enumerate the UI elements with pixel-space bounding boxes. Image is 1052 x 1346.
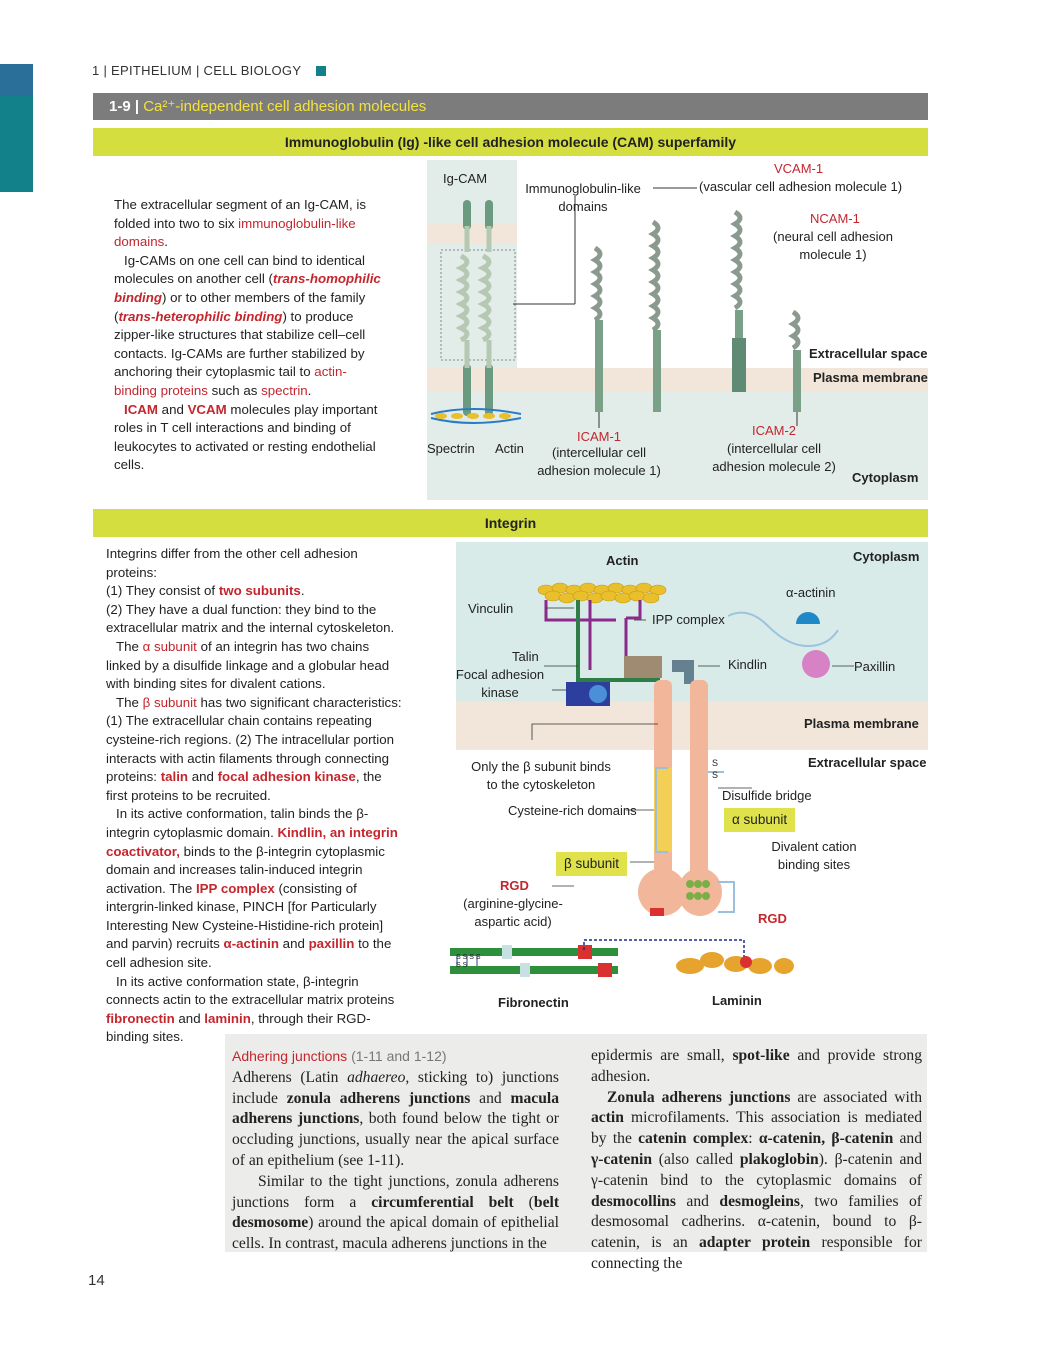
vcam1-label: VCAM-1: [774, 161, 824, 176]
ig-extracellular-label: Extracellular space: [809, 346, 928, 361]
disulfide-bridge-label: Disulfide bridge: [722, 788, 812, 803]
fibronectin-ss-marks: S S S S S S: [456, 954, 481, 969]
icam2-full-label: (intercellular cell adhesion molecule 2): [712, 441, 836, 474]
integrin-para-4: The α subunit of an integrin has two chains linked by a disulfide linkage and a globular head with binding sites for divalent cations.: [106, 638, 390, 692]
integrin-para-3: (2) They have a dual function: they bind to the extracellular matrix and the internal cytoskeleton.: [106, 601, 395, 636]
section-title-bar: [93, 93, 928, 120]
running-head: 1 | EPITHELIUM | CELL BIOLOGY: [92, 63, 302, 78]
vinculin-label: Vinculin: [468, 601, 514, 616]
chapter-tab: [0, 64, 33, 192]
ig-cam-label: Ig-CAM: [442, 171, 488, 186]
alpha-actinin-label: α-actinin: [786, 585, 836, 600]
adhering-para-2: Similar to the tight junctions, zonula adherens junctions form a circumferential belt (belt desmosome) around the apical domain of epithelial cells. In contrast, macula adherens junctions in the: [232, 1172, 560, 1253]
laminin-label: Laminin: [712, 993, 762, 1008]
ig-para-1: The extracellular segment of an Ig-CAM, is folded into two to six immunoglobulin-like domains.: [114, 197, 367, 250]
kindlin-label: Kindlin: [728, 657, 768, 672]
ig-para-2: Ig-CAMs on one cell can bind to identical molecules on another cell (trans-homophilic binding) or to other members of the family (trans-heterophilic binding) to produce zipper-like structures that stabilize cell–cell contacts. Ig-CAMs are further stabilized by anchoring their cytoplasmic tail to actin-binding proteins such as spectrin.: [114, 252, 381, 398]
spectrin-label: Spectrin: [427, 441, 475, 456]
divalent-cation-label: Divalent cation binding sites: [771, 839, 857, 872]
section-title: Ca²⁺-independent cell adhesion molecules: [143, 98, 427, 115]
adhering-para-4: Zonula adherens junctions are associated with actin microfilaments. This association is mediated by the catenin complex: α-catenin, β-catenin and γ-catenin (also called plakoglobin). β-catenin and γ-catenin bind to the cytoplasmic domains of desmocollins and desmogleins, two families of desmosomal cadherins. α-catenin, bound to β-catenin, is an adapter protein responsible for connecting the: [591, 1088, 923, 1272]
header-square-icon: [316, 66, 326, 76]
cysteine-rich-label: Cysteine-rich domains: [508, 803, 637, 818]
vcam1-full-label: (vascular cell adhesion molecule 1): [699, 179, 903, 194]
rgd-label: RGD: [500, 878, 529, 893]
rgd-full-label: (arginine-glycine-aspartic acid): [463, 896, 563, 929]
integrin-para-2: (1) They consist of two subunits.: [106, 583, 305, 599]
adhering-para-1: Adherens (Latin adhaereo, sticking to) junctions include zonula adherens junctions and macula adherens junctions, both found below the tight or occluding junctions, usually near the apical surface of an epithelium (see 1-11).: [232, 1068, 560, 1169]
ig-superfamily-bar: Immunoglobulin (Ig) -like cell adhesion molecule (CAM) superfamily: [93, 128, 928, 156]
icam1-label: ICAM-1: [576, 429, 622, 444]
ig-domains-label: Immunoglobulin-like domains: [525, 181, 641, 214]
adhering-heading: Adhering junctions (1-11 and 1-12): [232, 1048, 447, 1064]
integrin-para-6: In its active conformation, talin binds the β-integrin cytoplasmic domain. Kindlin, an integrin coactivator, binds to the β-integrin cytoplasmic domain and increases talin-induced integrin activation. The IPP complex (consisting of intergrin-linked kinase, PINCH [for Particularly Interesting New Cysteine-Histidine-rich protein] and parvin) recruits α-actinin and paxillin to the cell adhesion site.: [106, 806, 398, 971]
adhering-col-1: [232, 1046, 559, 1255]
integrin-para-5: The β subunit has two significant characteristics: (1) The extracellular chain contains repeating cysteine-rich regions. (2) The intracellular portion interacts with actin filaments through connecting proteins: talin and focal adhesion kinase, the first proteins to be recruited.: [106, 694, 402, 803]
integrin-para-7: In its active conformation state, β-integrin connects actin to the extracellular matrix proteins fibronectin and laminin, through their RGD-binding sites.: [106, 973, 395, 1045]
section-number: 1-9 |: [109, 98, 140, 115]
ipp-complex-label: IPP complex: [652, 612, 725, 627]
fak-label: Focal adhesion kinase: [455, 667, 545, 700]
alpha-subunit-box: α subunit: [724, 808, 795, 832]
ss-mark-2: S: [712, 770, 719, 780]
ss-mark-1: S: [712, 758, 719, 768]
ncam1-full-label: (neural cell adhesion molecule 1): [773, 229, 893, 262]
icam2-label: ICAM-2: [751, 423, 797, 438]
beta-subunit-box: β subunit: [556, 852, 627, 876]
adhering-col-2: [591, 1046, 922, 1275]
ig-para-3: ICAM and VCAM molecules play important roles in T cell interactions and binding of leukocytes to activated or resting endothelial cells.: [114, 401, 378, 473]
integrin-actin-label: Actin: [606, 553, 639, 568]
page-number: 14: [88, 1272, 105, 1289]
talin-label: Talin: [512, 649, 539, 664]
integrin-plasma-membrane-label: Plasma membrane: [804, 716, 919, 731]
ig-plasma-membrane-label: Plasma membrane: [813, 370, 928, 385]
fibronectin-label: Fibronectin: [498, 995, 569, 1010]
ncam1-label: NCAM-1: [810, 211, 860, 226]
integrin-cytoplasm-label: Cytoplasm: [853, 549, 920, 564]
ig-cytoplasm-label: Cytoplasm: [852, 470, 919, 485]
integrin-diagram: [450, 540, 928, 1020]
ig-text: [114, 196, 389, 475]
integrin-extracellular-label: Extracellular space: [808, 755, 927, 770]
icam1-full-label: (intercellular cell adhesion molecule 1): [537, 445, 661, 478]
rgd2-label: RGD: [758, 911, 787, 926]
integrin-para-1: Integrins differ from the other cell adhesion proteins:: [106, 546, 358, 580]
integrin-text: [106, 545, 406, 1047]
paxillin-label: Paxillin: [854, 659, 896, 674]
actin-label: Actin: [495, 441, 524, 456]
adhering-para-3: epidermis are small, spot-like and provide strong adhesion.: [591, 1047, 922, 1085]
integrin-bar: Integrin: [93, 509, 928, 537]
ig-cam-diagram: [427, 160, 928, 500]
only-beta-label: Only the β subunit binds to the cytoskeleton: [471, 759, 611, 792]
